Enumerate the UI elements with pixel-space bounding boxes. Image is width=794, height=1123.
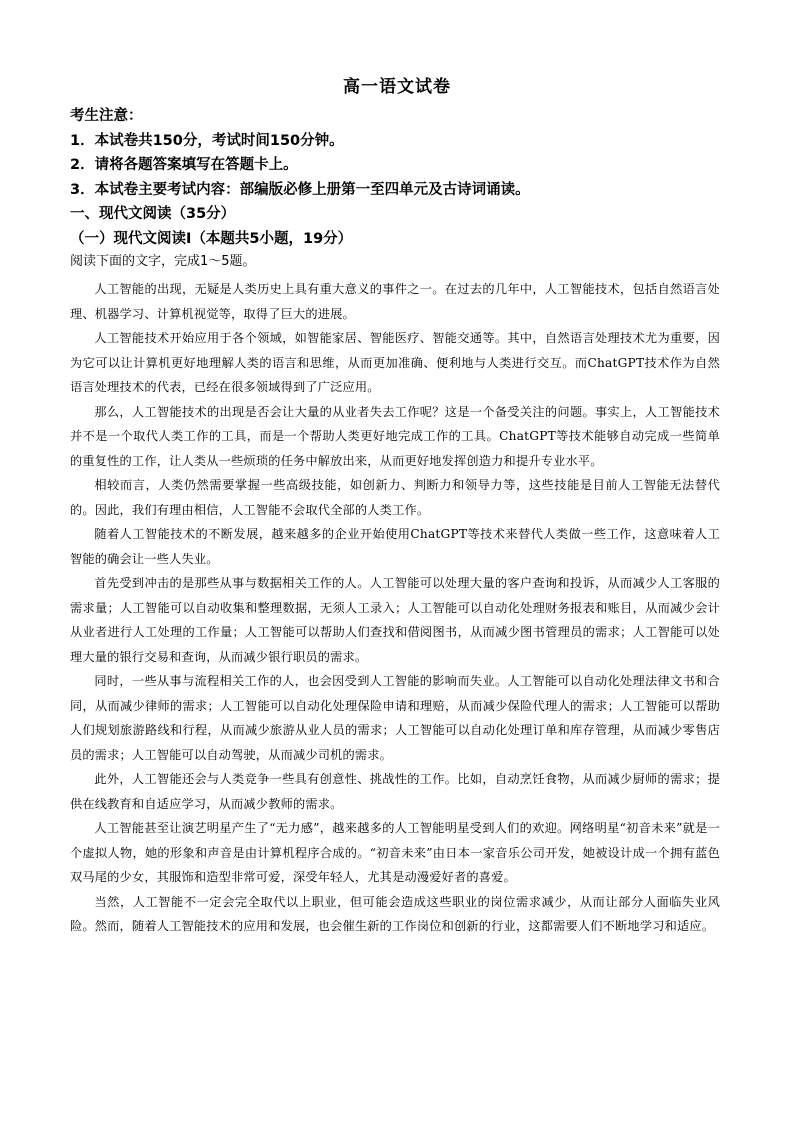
passage-paragraph: 那么，人工智能技术的出现是否会让大量的从业者失去工作呢？这是一个备受关注的问题。事实上，人工智能技术并不是一个取代人类工作的工具，而是一个帮助人类更好地完成工作的工具。ChatGPT等技术能够自动完成一些简单的重复性的工作，让人类从一些烦琐的任务中解放出来，从而更好地发挥创造力和提升专业水平。 (70, 404, 720, 468)
passage-paragraph: 此外，人工智能还会与人类竞争一些具有创意性、挑战性的工作。比如，自动烹饪食物，从而减少厨师的需求；提供在线教育和自适应学习，从而减少教师的需求。 (70, 772, 720, 811)
reading-passage (70, 277, 720, 939)
passage-paragraph: 随着人工智能技术的不断发展，越来越多的企业开始使用ChatGPT等技术来替代人类做一些工作，这意味着人工智能的确会让一些人失业。 (70, 527, 720, 566)
page-title: 高一语文试卷 (343, 77, 451, 97)
notice-item-1: 1．本试卷共150分，考试时间150分钟。 (70, 132, 344, 149)
subsection-heading: （一）现代文阅读Ⅰ（本题共5小题，19分） (70, 230, 353, 247)
notice-item-3: 3．本试卷主要考试内容：部编版必修上册第一至四单元及古诗词诵读。 (70, 181, 530, 198)
passage-paragraph: 同时，一些从事与流程相关工作的人，也会因受到人工智能的影响而失业。人工智能可以自动化处理法律文书和合同，从而减少律师的需求；人工智能可以自动化处理保险申请和理赔，从而减少保险代理人的需求；人工智能可以帮助人们规划旅游路线和行程，从而减少旅游从业人员的需求；人工智能可以自动化处理订单和库存管理，从而减少零售店员的需求；人工智能可以自动驾驶，从而减少司机的需求。 (70, 674, 720, 762)
notice-item-2: 2．请将各题答案填写在答题卡上。 (70, 157, 298, 173)
passage-paragraph: 人工智能甚至让演艺明星产生了“无力感”，越来越多的人工智能明星受到人们的欢迎。网络明星“初音未来”就是一个虚拟人物，她的形象和声音是由计算机程序合成的。“初音未来”由日本一家音乐公司开发，她被设计成一个拥有蓝色双马尾的少女，其服饰和造型非常可爱，深受年轻人，尤其是动漫爱好者的喜爱。 (70, 821, 720, 884)
passage-paragraph: 当然，人工智能不一定会完全取代以上职业，但可能会造成这些职业的岗位需求减少，从而让部分人面临失业风险。然而，随着人工智能技术的应用和发展，也会催生新的工作岗位和创新的行业，这都需要人们不断地学习和适应。 (70, 894, 720, 933)
exam-header (70, 104, 720, 273)
passage-paragraph: 人工智能技术开始应用于各个领域，如智能家居、智能医疗、智能交通等。其中，自然语言处理技术尤为重要，因为它可以让计算机更好地理解人类的语言和思维，从而更加准确、便利地与人类进行交互。而ChatGPT技术作为自然语言处理技术的代表，已经在很多领域得到了广泛应用。 (70, 331, 720, 394)
reading-instruction: 阅读下面的文字，完成1～5题。 (70, 254, 256, 269)
passage-paragraph: 首先受到冲击的是那些从事与数据相关工作的人。人工智能可以处理大量的客户查询和投诉，从而减少人工客服的需求量；人工智能可以自动收集和整理数据，无须人工录入；人工智能可以自动化处理财务报表和账目，从而减少会计从业者进行人工处理的工作量；人工智能可以帮助人们查找和借阅图书，从而减少图书管理员的需求；人工智能可以处理大量的银行交易和查询，从而减少银行职员的需求。 (70, 576, 720, 664)
notice-heading: 考生注意： (70, 108, 143, 124)
passage-paragraph: 相较而言，人类仍然需要掌握一些高级技能，如创新力、判断力和领导力等，这些技能是目前人工智能无法替代的。因此，我们有理由相信，人工智能不会取代全部的人类工作。 (70, 478, 720, 517)
section-heading: 一、现代文阅读（35分） (70, 206, 236, 222)
passage-paragraph: 人工智能的出现，无疑是人类历史上具有重大意义的事件之一。在过去的几年中，人工智能技术，包括自然语言处理、机器学习、计算机视觉等，取得了巨大的进展。 (70, 282, 720, 321)
